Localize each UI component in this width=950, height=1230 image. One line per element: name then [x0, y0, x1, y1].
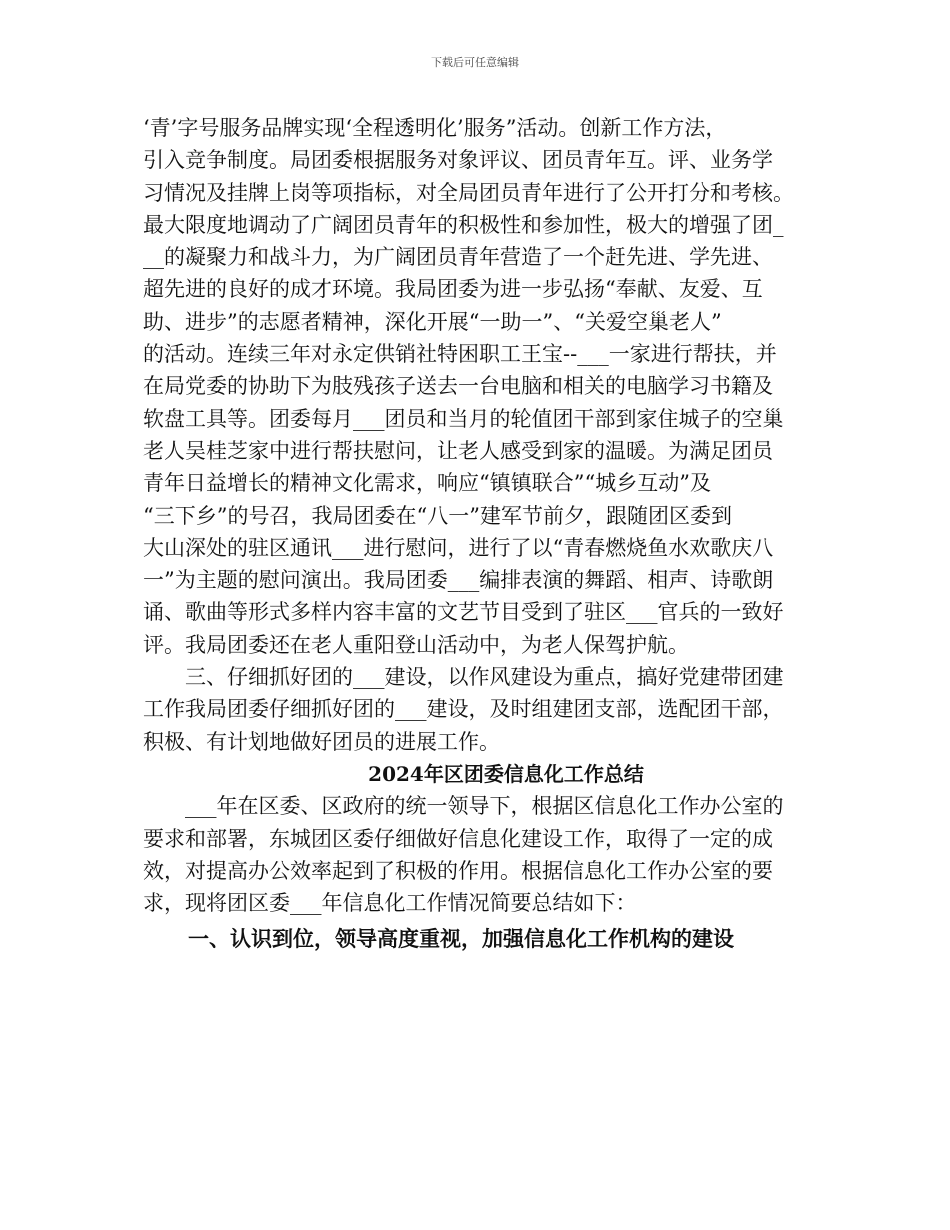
intro-line: 效，对提高办公效率起到了积极的作用。根据信息化工作办公室的要: [143, 858, 773, 883]
section-three-line: 工作我局团委仔细抓好团的___建设，及时组建团支部，选配团干部，: [143, 697, 784, 722]
section-heading: 一、认识到位，领导高度重视，加强信息化工作机构的建设: [188, 926, 734, 952]
paragraph-line: 最大限度地调动了广阔团员青年的积极性和参加性，极大的增强了团_: [143, 212, 784, 237]
paragraph-line: 助、进步”的志愿者精神，深化开展“一助一”、“关爱空巢老人”: [143, 309, 722, 334]
paragraph-line: 老人吴桂芝家中进行帮扶慰问，让老人感受到家的温暖。为满足团员: [143, 438, 773, 463]
section-three-line: 积极、有计划地做好团员的进展工作。: [143, 729, 500, 754]
paragraph-line: ‘青’字号服务品牌实现‘全程透明化’服务”活动。创新工作方法，: [143, 116, 727, 140]
paragraph-line: 的活动。连续三年对永定供销社特困职工王宝--___一家进行帮扶，并: [143, 342, 777, 367]
intro-line: ___年在区委、区政府的统一领导下，根据区信息化工作办公室的: [185, 794, 784, 819]
intro-line: 要求和部署，东城团区委仔细做好信息化建设工作，取得了一定的成: [143, 826, 773, 851]
paragraph-line: 在局党委的协助下为肢残孩子送去一台电脑和相关的电脑学习书籍及: [143, 374, 773, 399]
paragraph-line: 超先进的良好的成才环境。我局团委为进一步弘扬“奉献、友爱、互: [143, 277, 763, 302]
paragraph-line: 习情况及挂牌上岗等项指标，对全局团员青年进行了公开打分和考核。: [143, 180, 794, 205]
paragraph-line: 诵、歌曲等形式多样内容丰富的文艺节目受到了驻区___官兵的一致好: [143, 600, 784, 625]
document-title: 2024年区团委信息化工作总结: [368, 761, 644, 786]
paragraph-line: 大山深处的驻区通讯___进行慰问，进行了以“青春燃烧鱼水欢歌庆八: [143, 535, 774, 560]
intro-line: 求，现将团区委___年信息化工作情况简要总结如下：: [143, 891, 637, 916]
paragraph-line: 软盘工具等。团委每月___团员和当月的轮值团干部到家住城子的空巢: [143, 406, 784, 431]
paragraph-line: 青年日益增长的精神文化需求，响应“镇镇联合”“城乡互动”及: [143, 471, 711, 496]
paragraph-line: 引入竞争制度。局团委根据服务对象评议、团员青年互。评、业务学: [143, 148, 773, 173]
page-header: 下载后可任意编辑: [431, 56, 519, 69]
paragraph-line: “三下乡”的号召，我局团委在“八一”建军节前夕，跟随团区委到: [143, 503, 732, 528]
paragraph-line: 一”为主题的慰问演出。我局团委___编排表演的舞蹈、相声、诗歌朗: [143, 568, 774, 593]
paragraph-line: __的凝聚力和战斗力，为广阔团员青年营造了一个赶先进、学先进、: [143, 245, 773, 270]
paragraph-line: 评。我局团委还在老人重阳登山活动中，为老人保驾护航。: [143, 632, 689, 657]
document-body: [143, 112, 833, 959]
section-three-line: 三、仔细抓好团的___建设，以作风建设为重点，搞好党建带团建: [185, 665, 784, 690]
